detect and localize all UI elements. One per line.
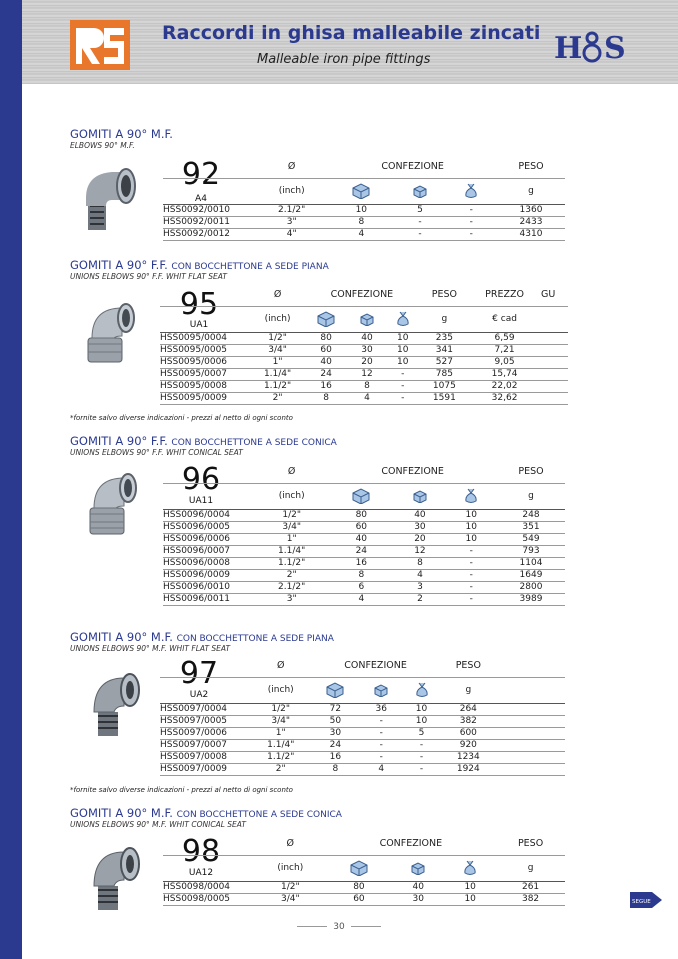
model-number: 96: [181, 462, 221, 497]
union-elbow-photo-icon: [84, 838, 148, 912]
large-box-icon: [350, 860, 368, 876]
table-row: HSS0096/0004 1/2" 80 40 10 248: [163, 509, 565, 521]
union-elbow-photo-icon: [84, 466, 148, 540]
model-number: 95: [179, 287, 219, 322]
large-box-icon: [317, 311, 335, 327]
page-header: [22, 0, 678, 84]
table-row: HSS0097/0004 1/2" 72 36 10 264: [160, 703, 565, 715]
union-elbow-photo-icon: [84, 664, 148, 738]
table-row: HSS0095/0004 1/2" 80 40 10 235 6,59: [160, 332, 568, 344]
table-row: HSS0096/0007 1.1/4" 24 12 - 793: [163, 545, 565, 557]
table-row: HSS0092/0011 3" 8 - - 2433: [163, 216, 565, 228]
bag-icon: [464, 488, 478, 504]
union-elbow-photo-icon: [82, 296, 146, 370]
table-row: HSS0092/0012 4" 4 - - 4310: [163, 228, 565, 240]
table-row: HSS0095/0009 2" 8 4 - 1591 32,62: [160, 392, 568, 404]
col-peso: PESO: [497, 156, 565, 178]
rs-logo-icon: [70, 20, 130, 70]
svg-text:S: S: [604, 31, 626, 66]
table-row: HSS0097/0006 1" 30 - 5 600: [160, 727, 565, 739]
table-row: HSS0096/0006 1" 40 20 10 549: [163, 533, 565, 545]
table-row: HSS0097/0007 1.1/4" 24 - - 920: [160, 739, 565, 751]
segue-label: SEGUE: [632, 899, 651, 905]
section-subtitle: UNIONS ELBOWS 90° M.F. WHIT FLAT SEAT: [70, 644, 231, 653]
table-row: HSS0095/0008 1.1/2" 16 8 - 1075 22,02: [160, 380, 568, 392]
bag-icon: [464, 183, 478, 199]
section-title: GOMITI A 90° M.F. CON BOCCHETTONE A SEDE CONICA: [70, 806, 342, 820]
section-subtitle: ELBOWS 90° M.F.: [70, 141, 135, 150]
section-title: GOMITI A 90° F.F. CON BOCCHETTONE A SEDE PIANA: [70, 258, 329, 272]
hs-logo-icon: [554, 26, 634, 66]
large-box-icon: [352, 488, 370, 504]
page-number: 30: [333, 922, 345, 932]
small-box-icon: [411, 862, 425, 875]
table-row: HSS0095/0007 1.1/4" 24 12 - 785 15,74: [160, 368, 568, 380]
table-95: Ø CONFEZIONE PESO PREZZO GU (inch) g € cad HSS0095/0004 1/2" 80 40 10 235 6,59 HSS0095/0005 3/4" 60 30 10 341 7,21 HSS0095/0006 1" 40 20 10 527 9,05 HSS0095/0007 1.1/4" 24 12 - 785 15,74 HSS0095/0008 1.1/2" 16 8 - 1075 22,02 HSS0095/0009 2" 8 4 - 1591 32,62: [160, 284, 568, 405]
bag-icon: [415, 682, 429, 698]
table-row: HSS0095/0005 3/4" 60 30 10 341 7,21: [160, 344, 568, 356]
next-page-arrow-icon[interactable]: [630, 890, 662, 910]
table-row: HSS0092/0010 2.1/2" 10 5 - 1360: [163, 204, 565, 216]
section-subtitle: UNIONS ELBOWS 90° F.F. WHIT FLAT SEAT: [70, 272, 227, 281]
section-subtitle: UNIONS ELBOWS 90° M.F. WHIT CONICAL SEAT: [70, 820, 246, 829]
col-inch: (inch): [255, 178, 328, 204]
page-title: Raccordi in ghisa malleabile zincati: [162, 22, 541, 44]
model-number: 98: [181, 834, 221, 869]
table-row: HSS0096/0011 3" 4 2 - 3989: [163, 593, 565, 605]
model-number: 97: [179, 656, 219, 691]
page-number-bar: [0, 922, 678, 932]
svg-text:H: H: [554, 31, 583, 66]
table-96: Ø CONFEZIONE PESO (inch) g HSS0096/0004 1/2" 80 40 10 248 HSS0096/0005 3/4" 60 30 10 351 HSS0096/0006 1" 40 20 10 549 HSS0096/0007 1.1/4" 24 12 - 793 HSS0096/0008 1.1/2" 16 8 - 1104 HSS0096/0009 2" 8 4 - 1649 HSS0096/0010 2.1/2" 6 3 - 2800 HSS0096/0011 3" 4 2 - 3989: [163, 461, 565, 606]
bag-icon: [396, 311, 410, 327]
model-code: UA2: [189, 690, 209, 700]
table-row: HSS0098/0004 1/2" 80 40 10 261: [163, 881, 565, 893]
model-code: A4: [195, 194, 207, 204]
col-confezione: CONFEZIONE: [328, 156, 497, 178]
footnote: *fornite salvo diverse indicazioni - prezzi al netto di ogni sconto: [70, 786, 293, 794]
model-number: 92: [181, 157, 221, 192]
model-code: UA12: [188, 868, 214, 878]
table-row: HSS0098/0005 3/4" 60 30 10 382: [163, 893, 565, 905]
table-92: [163, 156, 565, 241]
small-box-icon: [413, 490, 427, 503]
section-92: [70, 127, 570, 151]
section-95: [70, 258, 570, 282]
model-code: UA11: [188, 496, 214, 506]
section-98: [70, 806, 570, 830]
table-98: Ø CONFEZIONE PESO (inch) g HSS0098/0004 1/2" 80 40 10 261 HSS0098/0005 3/4" 60 30 10 382: [163, 833, 565, 906]
section-title: GOMITI A 90° F.F. CON BOCCHETTONE A SEDE CONICA: [70, 434, 337, 448]
model-code: UA1: [189, 320, 209, 330]
table-row: HSS0096/0010 2.1/2" 6 3 - 2800: [163, 581, 565, 593]
table-row: HSS0097/0008 1.1/2" 16 - - 1234: [160, 751, 565, 763]
section-title: GOMITI A 90° M.F.: [70, 127, 173, 141]
section-subtitle: UNIONS ELBOWS 90° F.F. WHIT CONICAL SEAT: [70, 448, 243, 457]
col-g: g: [497, 178, 565, 204]
bag-icon: [463, 860, 477, 876]
table-97: Ø CONFEZIONE PESO (inch) g HSS0097/0004 1/2" 72 36 10 264 HSS0097/0005 3/4" 50 - 10 382 HSS0097/0006 1" 30 - 5 600 HSS0097/0007 1.1/4" 24 - - 920 HSS0097/0008 1.1/2" 16 - - 1234 HSS0097/0009 2" 8 4 - 1924: [160, 655, 565, 776]
elbow-photo-icon: [78, 160, 142, 234]
table-row: HSS0096/0005 3/4" 60 30 10 351: [163, 521, 565, 533]
small-box-icon: [374, 684, 388, 697]
large-box-icon: [352, 183, 370, 199]
table-row: HSS0096/0008 1.1/2" 16 8 - 1104: [163, 557, 565, 569]
table-row: HSS0095/0006 1" 40 20 10 527 9,05: [160, 356, 568, 368]
small-box-icon: [413, 185, 427, 198]
section-97: [70, 630, 570, 654]
table-row: HSS0097/0009 2" 8 4 - 1924: [160, 763, 565, 775]
left-color-band: [0, 0, 22, 959]
table-row: HSS0097/0005 3/4" 50 - 10 382: [160, 715, 565, 727]
page-subtitle: Malleable iron pipe fittings: [257, 52, 431, 67]
footnote: *fornite salvo diverse indicazioni - prezzi al netto di ogni sconto: [70, 414, 293, 422]
col-diameter: Ø: [255, 156, 328, 178]
section-title: GOMITI A 90° M.F. CON BOCCHETTONE A SEDE PIANA: [70, 630, 334, 644]
section-96: [70, 434, 570, 458]
small-box-icon: [360, 313, 374, 326]
large-box-icon: [326, 682, 344, 698]
table-row: HSS0096/0009 2" 8 4 - 1649: [163, 569, 565, 581]
